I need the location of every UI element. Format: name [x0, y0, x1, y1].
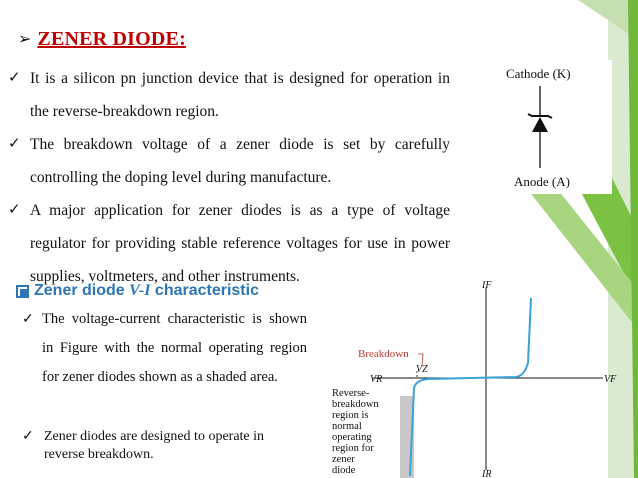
vf-axis-label: VF [604, 374, 617, 385]
section-bullet-list [22, 305, 307, 392]
check-icon: ✓ [22, 312, 34, 327]
region-label-line: region for [332, 443, 374, 454]
iv-curve [410, 298, 531, 476]
region-label-line: Reverse- [332, 388, 370, 399]
check-icon: ✓ [8, 202, 21, 218]
check-icon: ✓ [22, 429, 34, 444]
region-label-line: normal [332, 421, 362, 432]
region-label-line: region is [332, 410, 369, 421]
vi-characteristic-figure [318, 278, 628, 478]
square-bullet-icon [16, 285, 29, 298]
section-title-row [16, 282, 259, 300]
cathode-label: Cathode (K) [506, 66, 571, 81]
check-icon: ✓ [8, 136, 21, 152]
zener-diode-symbol [492, 60, 612, 194]
check-icon: ✓ [8, 70, 21, 86]
bullet-text: The voltage-current characteristic is shown in Figure with the normal operating region for zener diodes shown as a shaded area. [42, 311, 307, 385]
vz-label: VZ [416, 364, 428, 375]
bullet-text: It is a silicon pn junction device that is designed for operation in the reverse-breakdown region. [30, 70, 450, 120]
ir-axis-label: IR [482, 469, 492, 478]
list-item [8, 62, 450, 128]
breakdown-label: Breakdown [358, 348, 409, 360]
if-axis-label: IF [482, 280, 492, 291]
region-label-line: diode [332, 465, 356, 476]
slide-title: ZENER DIODE: [37, 28, 186, 50]
anode-label: Anode (A) [514, 174, 570, 189]
bullet-text: Zener diodes are designed to operate in reverse breakdown. [44, 429, 265, 462]
vr-axis-label: VR [370, 374, 383, 385]
bullet-text: A major application for zener diodes is as a type of voltage regulator for providing stable reference voltages for use in power supplies, voltmeters, and other instruments. [30, 202, 450, 285]
title-row [18, 28, 186, 51]
list-item [22, 305, 307, 392]
region-label-line: zener [332, 454, 355, 465]
region-label-line: breakdown [332, 399, 379, 410]
arrow-bullet-icon: ➢ [18, 30, 32, 48]
main-bullet-list [8, 62, 450, 293]
bullet-text: The breakdown voltage of a zener diode is set by carefully controlling the doping level during manufacture. [30, 136, 450, 186]
list-item [22, 428, 292, 464]
list-item [8, 128, 450, 194]
section-title: Zener diode V-I characteristic [34, 282, 259, 299]
region-label-line: operating [332, 432, 372, 443]
region-label [332, 388, 379, 476]
